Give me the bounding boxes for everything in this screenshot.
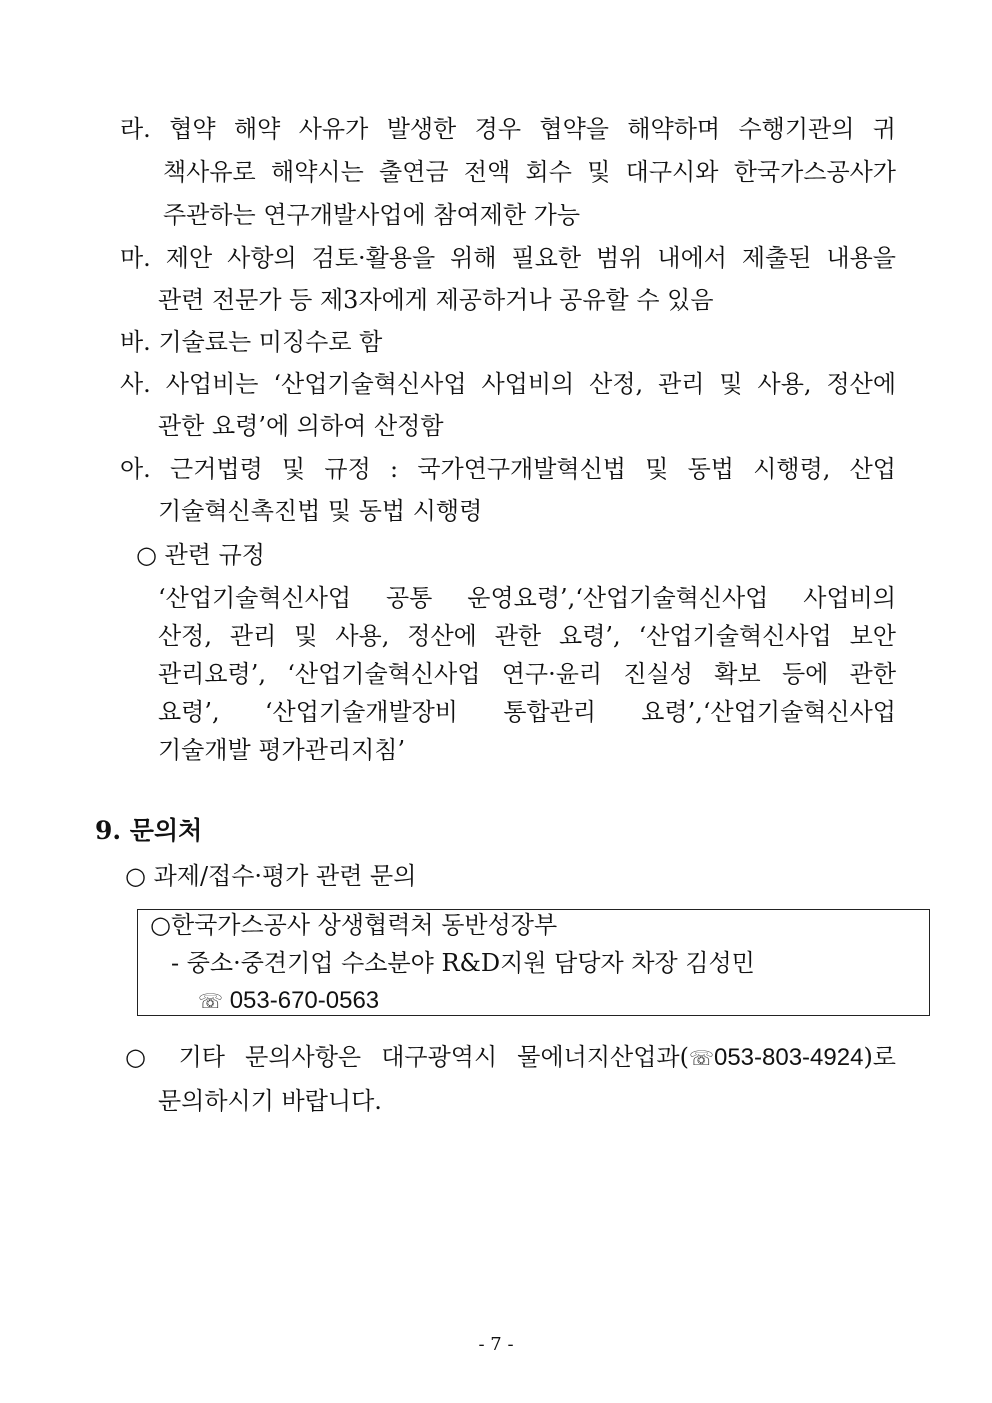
section-9-sub: ○ 과제/접수·평가 관련 문의	[125, 862, 417, 890]
section-9-title: 9. 문의처	[95, 816, 203, 845]
contact-box	[137, 909, 930, 1016]
contact-person: - 중소·중견기업 수소분야 R&D지원 담당자 차장 김성민	[171, 949, 755, 977]
other-inquiry-phone: 053-803-4924	[713, 1044, 864, 1071]
contact-phone: 053-670-0563	[229, 987, 380, 1014]
related-line-2: 산정, 관리 및 사용, 정산에 관한 요령’, ‘산업기술혁신사업 보안	[158, 622, 896, 650]
other-inquiry-line-1	[125, 1042, 896, 1073]
item-sa-line-1: 사. 사업비는 ‘산업기술혁신사업 사업비의 산정, 관리 및 사용, 정산에	[120, 370, 896, 398]
other-inquiry-suffix: )로	[863, 1043, 896, 1071]
related-line-3: 관리요령’, ‘산업기술혁신사업 연구·윤리 진실성 확보 등에 관한	[158, 660, 896, 688]
telephone-icon: ☏	[198, 991, 224, 1013]
item-ba-line-1: 바. 기술료는 미징수로 함	[120, 328, 383, 356]
contact-org: ○한국가스공사 상생협력처 동반성장부	[150, 911, 558, 939]
item-a-line-1: 아. 근거법령 및 규정 : 국가연구개발혁신법 및 동법 시행령, 산업	[120, 455, 896, 483]
item-ra-line-1: 라. 협약 해약 사유가 발생한 경우 협약을 해약하며 수행기관의 귀	[120, 115, 896, 143]
item-ra-line-3: 주관하는 연구개발사업에 참여제한 가능	[163, 201, 581, 229]
item-ma-line-1: 마. 제안 사항의 검토·활용을 위해 필요한 범위 내에서 제출된 내용을	[120, 244, 896, 272]
item-sa-line-2: 관한 요령’에 의하여 산정함	[158, 412, 444, 440]
related-line-1: ‘산업기술혁신사업 공통 운영요령’,‘산업기술혁신사업 사업비의	[158, 584, 896, 612]
related-line-4: 요령’, ‘산업기술개발장비 통합관리 요령’,‘산업기술혁신사업	[158, 698, 896, 726]
item-ma-line-2: 관련 전문가 등 제3자에게 제공하거나 공유할 수 있음	[158, 286, 714, 314]
telephone-icon: ☏	[688, 1046, 714, 1070]
item-ra-line-2: 책사유로 해약시는 출연금 전액 회수 및 대구시와 한국가스공사가	[163, 158, 896, 186]
other-inquiry-line-2: 문의하시기 바랍니다.	[158, 1087, 382, 1115]
page-number: - 7 -	[478, 1334, 514, 1355]
related-line-5: 기술개발 평가관리지침’	[158, 736, 406, 764]
other-inquiry-prefix: ○ 기타 문의사항은 대구광역시 물에너지산업과(	[125, 1043, 689, 1071]
item-a-line-2: 기술혁신촉진법 및 동법 시행령	[158, 497, 483, 525]
contact-phone-row	[198, 986, 379, 1017]
related-regulations-heading: ○ 관련 규정	[136, 541, 265, 569]
